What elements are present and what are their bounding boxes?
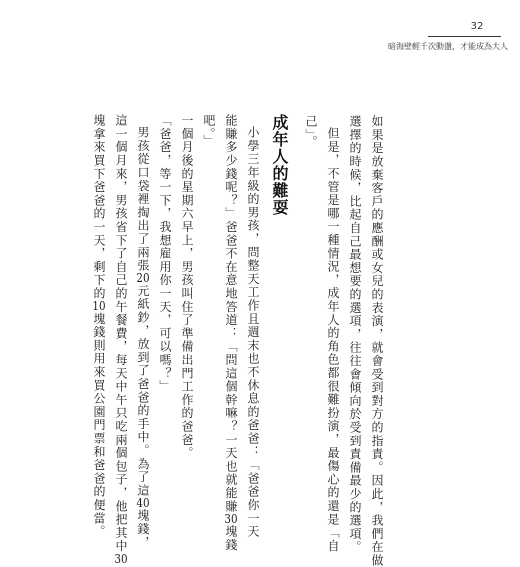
- body-column-11: 這一個月來，男孩省下了自己的午餐費，每天中午只吃兩個包子，他把其中30: [114, 114, 128, 565]
- body-column-3: 但是，不管是哪一種情況，成年人的角色都很難扮演，最傷心的還是「自: [326, 127, 340, 553]
- body-column-5: 小學三年級的男孩，問整天工作且週末也不休息的爸爸：「爸爸你一天: [246, 126, 260, 539]
- body-column-4: 己」。: [304, 115, 318, 149]
- body-column-1: 如果是放棄客戶的應酬或女兒的表演，就會受到對方的指責。因此，我們在做: [370, 115, 384, 567]
- section-heading: 成年人的難耍: [270, 114, 289, 216]
- body-column-9: 「爸爸，等一下，我想雇用你一天，可以嗎？」: [158, 114, 172, 394]
- header-rule: [428, 36, 501, 37]
- body-column-12: 塊拿來買下爸爸的一天，剩下的10塊錢則用來買公園門票和爸爸的便當。: [92, 114, 106, 539]
- body-column-6: 能賺多少錢呢？」爸爸不在意地答道：「問這個幹嘛？一天也就能賺30塊錢: [224, 114, 238, 552]
- body-column-10: 男孩從口袋裡掏出了兩張20元紙鈔，放到了爸爸的手中。為了這40塊錢，: [136, 126, 150, 550]
- page-number: 32: [470, 21, 484, 32]
- body-column-7: 吧。」: [202, 114, 216, 148]
- running-head: 暗海壁輕千次動盪，才能成為大人: [388, 42, 508, 51]
- body-column-8: 一個月後的星期六早上，男孩叫住了準備出門工作的爸爸。: [180, 114, 194, 460]
- body-column-2: 選擇的時候，比起自己最想要的選項，往往會傾向於受到責備最少的選項。: [348, 115, 362, 554]
